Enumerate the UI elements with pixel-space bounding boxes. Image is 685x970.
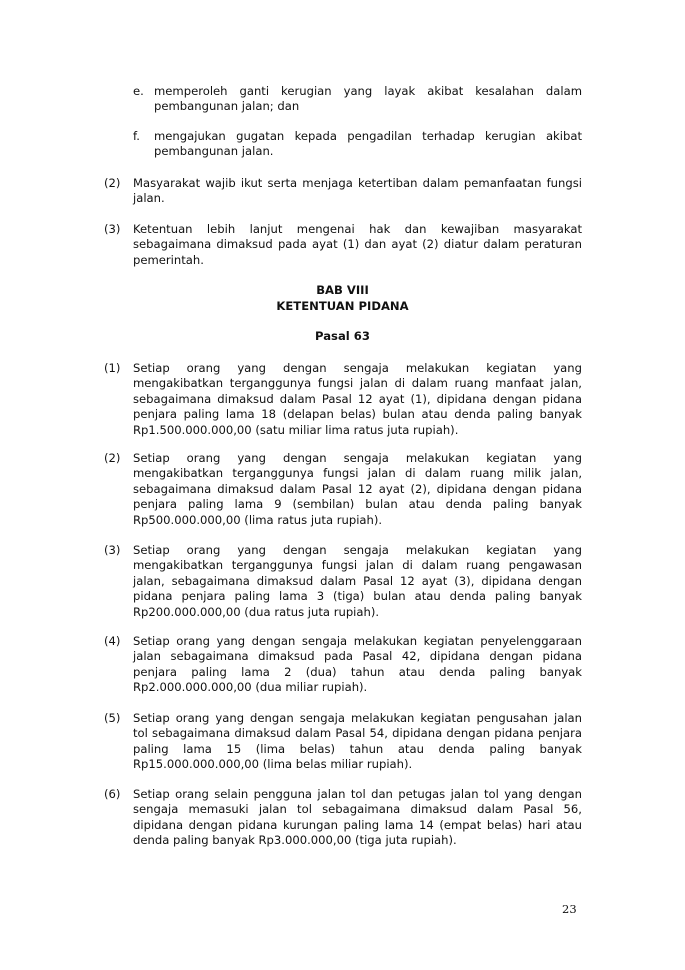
list-item-label: e. (133, 84, 144, 98)
paragraph-text: Setiap orang yang dengan sengaja melakukan kegiatan penyelenggaraan jalan sebagaimana dimaksud pada Pasal 42, dipidana dengan pidana penjara paling lama 2 (dua) tahun atau denda paling banyak Rp2.000.000.000,00 (dua miliar rupiah). (133, 634, 582, 695)
paragraph-text: Setiap orang yang dengan sengaja melakukan kegiatan yang mengakibatkan terganggunya fungsi jalan di dalam ruang pengawasan jalan, sebagaimana dimaksud dalam Pasal 12 ayat (3), dipidana dengan pidana penjara paling lama 3 (tiga) bulan atau denda paling banyak Rp200.000.000,00 (dua ratus juta rupiah). (133, 543, 582, 619)
chapter-number: BAB VIII (316, 283, 369, 297)
paragraph-text: Masyarakat wajib ikut serta menjaga ketertiban dalam pemanfaatan fungsi jalan. (133, 176, 582, 206)
list-item-label: f. (133, 129, 140, 143)
paragraph-number: (4) (104, 634, 121, 648)
paragraph-text: Setiap orang yang dengan sengaja melakukan kegiatan pengusahan jalan tol sebagaimana dimaksud dalam Pasal 54, dipidana dengan pidana penjara paling lama 15 (lima belas) tahun atau denda paling banyak Rp15.000.000.000,00 (lima belas miliar rupiah). (133, 711, 582, 772)
paragraph-number: (2) (104, 451, 121, 465)
list-item-text: mengajukan gugatan kepada pengadilan terhadap kerugian akibat pembangunan jalan. (154, 129, 582, 159)
paragraph-text: Ketentuan lebih lanjut mengenai hak dan kewajiban masyarakat sebagaimana dimaksud pada ayat (1) dan ayat (2) diatur dalam peraturan pemerintah. (133, 222, 582, 267)
paragraph-number: (1) (104, 361, 121, 375)
paragraph-number: (2) (104, 176, 121, 190)
paragraph-number: (3) (104, 222, 121, 236)
paragraph-text: Setiap orang yang dengan sengaja melakukan kegiatan yang mengakibatkan terganggunya fungsi jalan di dalam ruang milik jalan, sebagaimana dimaksud dalam Pasal 12 ayat (2), dipidana dengan pidana penjara paling lama 9 (sembilan) bulan atau denda paling banyak Rp500.000.000,00 (lima ratus juta rupiah). (133, 451, 582, 527)
paragraph-text: Setiap orang yang dengan sengaja melakukan kegiatan yang mengakibatkan terganggunya fungsi jalan di dalam ruang manfaat jalan, sebagaimana dimaksud dalam Pasal 12 ayat (1), dipidana dengan pidana penjara paling lama 18 (delapan belas) bulan atau denda paling banyak Rp1.500.000.000,00 (satu miliar lima ratus juta rupiah). (133, 361, 582, 437)
chapter-title: KETENTUAN PIDANA (276, 299, 409, 313)
paragraph-number: (6) (104, 787, 121, 801)
article-title: Pasal 63 (315, 329, 370, 343)
page-number: 23 (562, 902, 577, 916)
list-item-text: memperoleh ganti kerugian yang layak akibat kesalahan dalam pembangunan jalan; dan (154, 84, 582, 114)
paragraph-text: Setiap orang selain pengguna jalan tol dan petugas jalan tol yang dengan sengaja memasuki jalan tol sebagaimana dimaksud dalam Pasal 56, dipidana dengan pidana kurungan paling lama 14 (empat belas) hari atau denda paling banyak Rp3.000.000,00 (tiga juta rupiah). (133, 787, 582, 848)
paragraph-number: (5) (104, 711, 121, 725)
paragraph-number: (3) (104, 543, 121, 557)
